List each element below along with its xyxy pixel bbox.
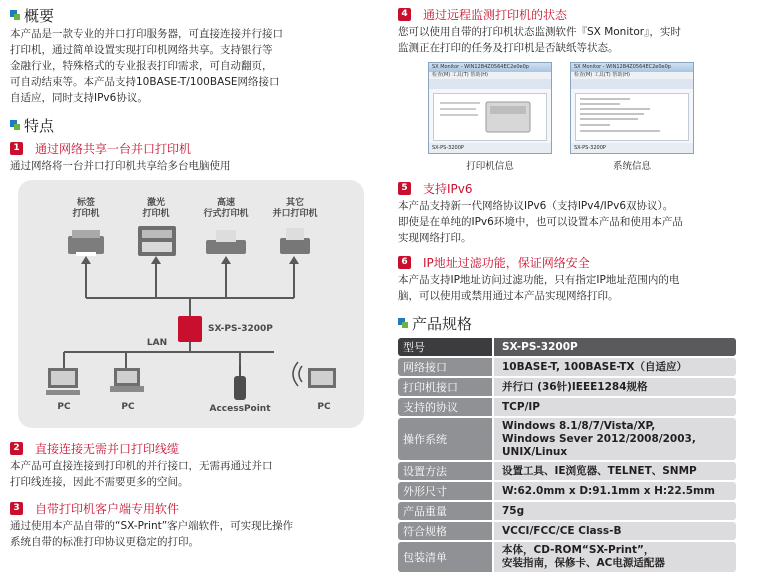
feature-6-heading: [398, 252, 768, 272]
spec-row: [398, 462, 736, 480]
spec-key: 支持的协议: [398, 398, 492, 416]
spec-value-line: Windows Sever 2012/2008/2003,: [502, 432, 696, 445]
spec-row: [398, 338, 736, 356]
printer-label-line: 高速: [216, 198, 235, 208]
spec-row: [398, 398, 736, 416]
overview-line: 本产品是一款专业的并口打印服务器，可直接连接并行接口: [10, 28, 283, 40]
lan-label: LAN: [146, 338, 168, 348]
monitor-window: [428, 62, 552, 154]
system-text-lines: [576, 94, 690, 142]
spec-key: 操作系统: [398, 418, 492, 460]
parallel-printer-icon: [280, 228, 310, 254]
spec-key: 型号: [398, 338, 492, 356]
feature-title: 直接连接无需并口打印线缆: [35, 441, 180, 456]
spec-key: 产品重量: [398, 502, 492, 520]
left-column: [10, 4, 362, 550]
printer-label-line: 打印机: [72, 209, 100, 219]
feature-line: 系统自带的标准打印协议更稳定的打印。: [10, 536, 199, 548]
spec-key: 网络接口: [398, 358, 492, 376]
printer-label: [136, 198, 176, 220]
section-mark-icon: [10, 118, 20, 132]
printer-label: [68, 198, 104, 220]
window-title: SX Monitor - WIN12B4Z0564EC2e0e0p: [571, 63, 693, 72]
printer-label: [266, 198, 324, 220]
spec-row: [398, 378, 736, 396]
spec-row: [398, 482, 736, 500]
feature-2-text: [10, 458, 362, 490]
feature-1-text: [10, 158, 362, 174]
spec-value: 并行口 (36针)IEEE1284规格: [494, 378, 736, 396]
specs-heading: [398, 312, 768, 334]
spec-value: SX-PS-3200P: [494, 338, 736, 356]
window-tabs: [571, 79, 693, 89]
overview-line: 自适应，同时支持IPv6协议。: [10, 92, 148, 104]
feature-number-badge: 3: [10, 502, 23, 515]
spec-value: 75g: [494, 502, 736, 520]
network-diagram: [18, 180, 364, 428]
spec-key: 包装清单: [398, 542, 492, 572]
overview-text: [10, 26, 362, 106]
monitor-window: [570, 62, 694, 154]
feature-line: 即使是在单纯的IPv6环境中，也可以设置本产品和使用本产品: [398, 216, 683, 228]
printer-label-line: 其它: [285, 198, 304, 208]
spec-value: W:62.0mm x D:91.1mm x H:22.5mm: [494, 482, 736, 500]
access-point-icon: [234, 366, 246, 400]
spec-value-line: 本体，CD-ROM“SX-Print”，: [502, 544, 655, 556]
feature-6-text: [398, 272, 768, 304]
window-body: [575, 93, 689, 141]
feature-line: 实现网络打印。: [398, 232, 472, 244]
spec-table: [398, 338, 736, 572]
spec-row: [398, 522, 736, 540]
printer-label-line: 激光: [146, 198, 165, 208]
feature-5-text: [398, 198, 768, 246]
overview-line: 金融行业，特殊格式的专业报表打印需求，可自动翻页，: [10, 60, 273, 72]
features-title: 特点: [24, 116, 55, 135]
spec-key: 外形尺寸: [398, 482, 492, 500]
spec-value-line: Windows 8.1/8/7/Vista/XP,: [502, 419, 656, 432]
spec-value: VCCI/FCC/CE Class-B: [494, 522, 736, 540]
feature-line: 本产品支持新一代网络协议IPv6（支持IPv4/IPv6双协议）。: [398, 200, 674, 212]
label-printer-icon: [68, 230, 104, 256]
feature-line: 通过网络将一台并口打印机共享给多台电脑使用: [10, 160, 231, 172]
screenshot-caption: 打印机信息: [466, 161, 514, 172]
line-printer-icon: [206, 230, 246, 254]
spec-value: [494, 418, 736, 460]
specs-title: 产品规格: [412, 314, 473, 333]
window-menu: 检查(M) 工具(T) 帮助(H): [429, 72, 551, 79]
pc-desktop-icon: [46, 368, 80, 395]
feature-title: 通过网络共享一台并口打印机: [35, 141, 192, 156]
feature-title: IP地址过滤功能，保证网络安全: [423, 255, 590, 270]
printer-label: [196, 198, 256, 220]
overview-line: 可自动结束等。本产品支持10BASE-T/100BASE网络接口: [10, 76, 280, 88]
client-label: PC: [57, 402, 71, 412]
printer-label-line: 并口打印机: [272, 209, 318, 219]
spec-row: [398, 502, 736, 520]
feature-line: 通过使用本产品自带的“SX-Print”客户端软件，可实现比操作: [10, 520, 294, 532]
feature-title: 支持IPv6: [423, 181, 473, 196]
feature-line: 您可以使用自带的打印机状态监测软件『SX Monitor』，实时: [398, 26, 681, 38]
feature-line: 监测正在打印的任务及打印机是否缺纸等状态。: [398, 42, 619, 54]
spec-key: 打印机接口: [398, 378, 492, 396]
window-title: SX Monitor - WIN12B4Z0564EC2e0e0p: [429, 63, 551, 72]
screenshot-caption: 系统信息: [612, 161, 651, 172]
spec-value: 设置工具、IE浏览器、TELNET、SNMP: [494, 462, 736, 480]
feature-number-badge: 2: [10, 442, 23, 455]
feature-5-heading: [398, 178, 768, 198]
client-label: PC: [317, 402, 331, 412]
overview-heading: [10, 4, 362, 26]
section-mark-icon: [10, 8, 20, 22]
spec-row: [398, 418, 736, 460]
feature-1-heading: [10, 138, 362, 158]
feature-3-text: [10, 518, 362, 550]
feature-3-heading: [10, 498, 362, 518]
spec-row: [398, 542, 736, 572]
window-body: [433, 93, 547, 141]
feature-number-badge: 6: [398, 256, 411, 269]
overview-title: 概要: [24, 6, 55, 25]
printer-label-line: 行式打印机: [203, 209, 249, 219]
client-label: AccessPoint: [209, 404, 271, 414]
feature-title: 自带打印机客户端专用软件: [35, 501, 180, 516]
device-label: SX-PS-3200P: [208, 324, 273, 334]
window-status: SX-PS-3200P: [571, 143, 693, 153]
monitor-screenshots: [428, 62, 768, 172]
client-label: PC: [121, 402, 135, 412]
system-info-screenshot: [570, 62, 694, 172]
feature-2-heading: [10, 438, 362, 458]
feature-line: 打印线连接，因此不需要更多的空间。: [10, 476, 189, 488]
features-heading: [10, 114, 362, 136]
wireless-pc-icon: [293, 362, 336, 388]
feature-number-badge: 5: [398, 182, 411, 195]
feature-line: 本产品支持IP地址访问过滤功能，只有指定IP地址范围内的电: [398, 274, 680, 286]
laser-printer-icon: [138, 226, 176, 256]
spec-key: 符合规格: [398, 522, 492, 540]
feature-line: 脑，可以使用或禁用通过本产品实现网络打印。: [398, 290, 619, 302]
printer-label-line: 打印机: [142, 209, 170, 219]
spec-value-line: 安装指南，保修卡、AC电源适配器: [502, 557, 665, 569]
feature-line: 本产品可直接连接到打印机的并行接口，无需再通过并口: [10, 460, 273, 472]
window-status: SX-PS-3200P: [429, 143, 551, 153]
feature-4-heading: [398, 4, 768, 24]
spec-value-line: UNIX/Linux: [502, 445, 568, 458]
pc-laptop-icon: [110, 368, 144, 392]
spec-key: 设置方法: [398, 462, 492, 480]
feature-number-badge: 4: [398, 8, 411, 21]
section-mark-icon: [398, 316, 408, 330]
right-column: [398, 4, 768, 574]
window-tabs: [429, 79, 551, 89]
window-menu: 检查(M) 工具(T) 帮助(H): [571, 72, 693, 79]
spec-value: [494, 542, 736, 572]
printer-info-screenshot: [428, 62, 552, 172]
spec-row: [398, 358, 736, 376]
feature-number-badge: 1: [10, 142, 23, 155]
overview-line: 打印机，通过简单设置实现打印机网络共享。支持银行等: [10, 44, 273, 56]
spec-value: 10BASE-T, 100BASE-TX（自适应）: [494, 358, 736, 376]
printer-label-line: 标签: [76, 198, 95, 208]
print-server-device-icon: [178, 316, 202, 342]
printer-image-icon: [434, 94, 548, 142]
feature-4-text: [398, 24, 768, 56]
spec-value: TCP/IP: [494, 398, 736, 416]
feature-title: 通过远程监测打印机的状态: [423, 7, 568, 22]
